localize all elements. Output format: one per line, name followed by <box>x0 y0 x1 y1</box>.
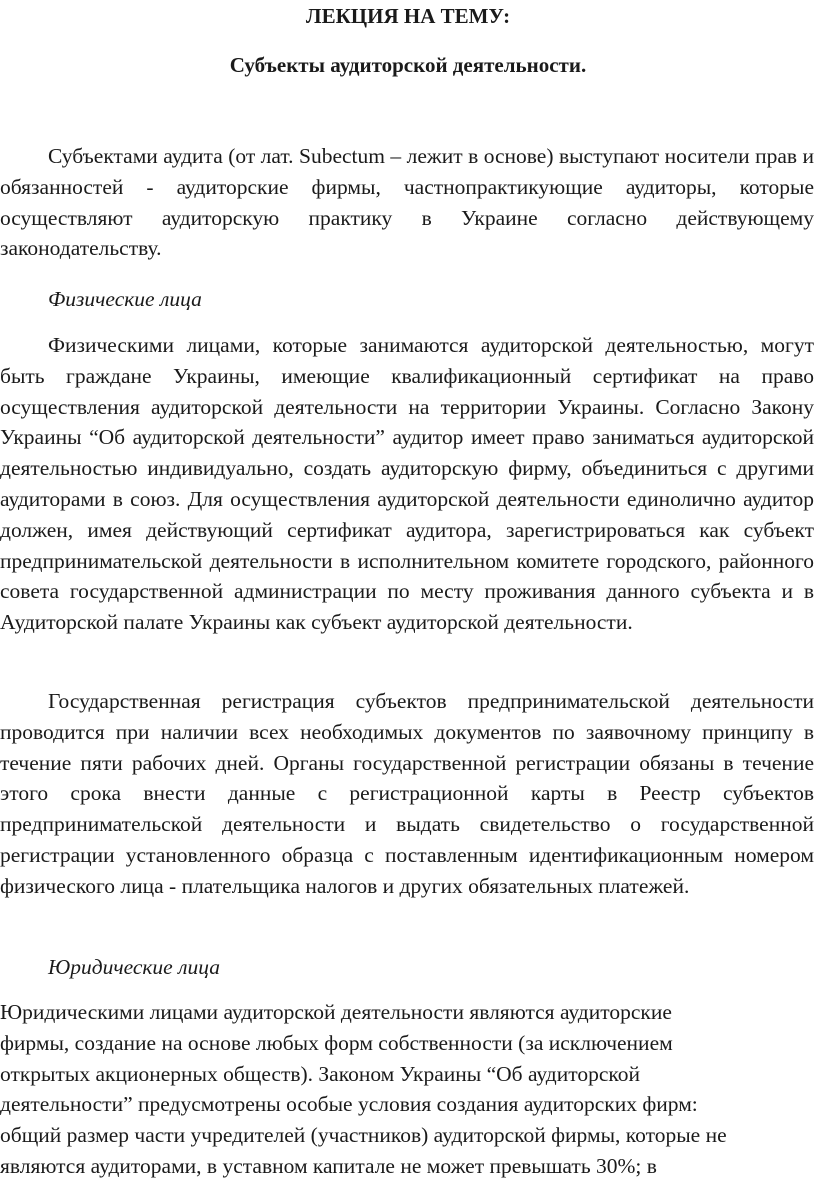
lecture-subtitle: Субъекты аудиторской деятельности. <box>229 53 587 77</box>
paragraph-physical-persons-1: Физическими лицами, которые занимаются аудиторской деятельностью, могут быть граждане Украины, имеющие квалификационный сертификат на право осуществления аудиторской деятельности на территории Украины. Согласно Закону Украины “Об аудиторской деятельности” аудитор имеет право заниматься аудиторской деятельностью индивидуально, создать аудиторскую фирму, объединиться с другими аудиторами в союз. Для осуществления аудиторской деятельности единолично аудитор должен, имея действующий сертификат аудитора, зарегистрироваться как субъект предпринимательской деятельности в исполнительном комитете городского, районного совета государственной администрации по месту проживания данного субъекта и в Аудиторской палате Украины как субъект аудиторской деятельности. <box>0 333 814 635</box>
section-heading-legal-entities: Юридические лица <box>48 955 220 979</box>
paragraph-physical-persons-2: Государственная регистрация субъектов предпринимательской деятельности проводится при наличии всех необходимых документов по заявочному принципу в течение пяти рабочих дней. Органы государственной регистрации обязаны в течение этого срока внести данные с регистрационной карты в Реестр субъектов предпринимательской деятельности и выдать свидетельство о государственной регистрации установленного образца с поставленным идентификационным номером физического лица - плательщика налогов и других обязательных платежей. <box>0 689 814 898</box>
paragraph-legal-entities-1: Юридическими лицами аудиторской деятельности являются аудиторские фирмы, создание на основе любых форм собственности (за исключением открытых акционерных обществ). Законом Украины “Об аудиторской деятельности” предусмотрены особые условия создания аудиторских фирм: общий размер части учредителей (участников) аудиторской фирмы, которые не являются аудиторами, в уставном капитале не может превышать 30%; в <box>0 1000 727 1178</box>
section-heading-physical-persons: Физические лица <box>48 287 202 311</box>
lecture-title: ЛЕКЦИЯ НА ТЕМУ: <box>305 4 511 28</box>
paragraph-intro: Субъектами аудита (от лат. Subectum – лежит в основе) выступают носители прав и обязанностей - аудиторские фирмы, частнопрактикующие аудиторы, которые осуществляют аудиторскую практику в Украине согласно действующему законодательству. <box>0 144 814 261</box>
